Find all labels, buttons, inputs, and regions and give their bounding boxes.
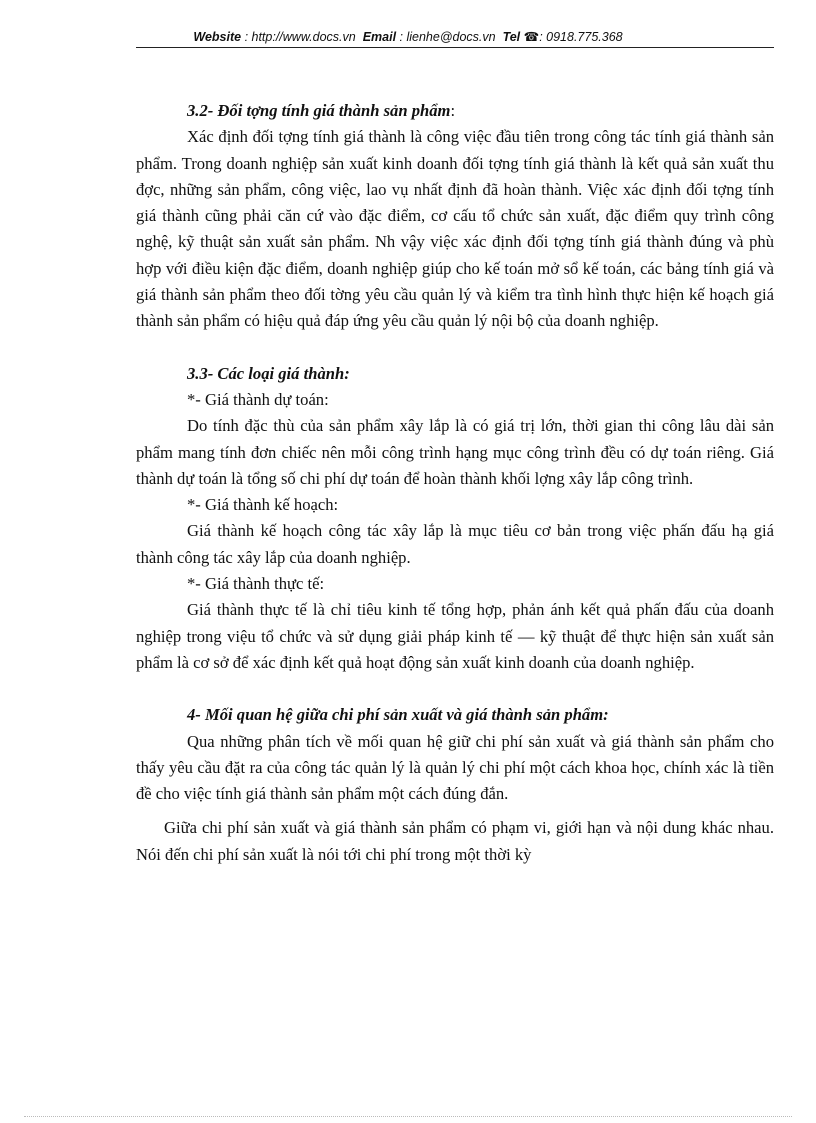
section-4-paragraph-1: Qua những phân tích về mối quan hệ giữ chi phí sản xuất và giá thành sản phẩm cho thấy yêu cầu đặt ra của công tác quản lý là quản lý chi phí một cách khoa học, chính xác là tiền đề cho việc tính giá thành sản phẩm một cách đúng đắn. <box>136 731 774 804</box>
email-label: Email <box>362 30 397 44</box>
spacer <box>136 335 774 361</box>
bullet-actual-cost: *- Giá thành thực tế: <box>187 574 325 594</box>
spacer <box>136 676 774 702</box>
section-3-2-heading <box>136 98 774 124</box>
section-4-heading: 4- Mối quan hệ giữa chi phí sản xuất và giá thành sản phẩm: <box>187 705 609 725</box>
header-divider <box>136 47 774 48</box>
section-3-2-colon: : <box>450 101 456 120</box>
document-body <box>136 98 774 868</box>
website-label: Website <box>193 30 242 44</box>
page-header <box>0 29 816 44</box>
paragraph-planned-cost: Giá thành kế hoạch công tác xây lắp là mục tiêu cơ bản trong việc phấn đấu hạ giá thành công tác xây lắp của doanh nghiệp. <box>136 521 774 567</box>
footer-divider <box>24 1116 792 1117</box>
email-value: : lienhe@docs.vn <box>399 30 496 44</box>
spacer <box>136 807 774 815</box>
paragraph-estimate-cost: Do tính đặc thù của sản phẩm xây lắp là có giá trị lớn, thời gian thi công lâu dài sản phẩm mang tính đơn chiếc nên mỗi công trình hạng mục công trình đều có dự toán riêng. Giá thành dự toán là tổng số chi phí dự toán để hoàn thành khối lợng xây lắp công trình. <box>136 416 774 488</box>
website-value: : http://www.docs.vn <box>244 30 356 44</box>
tel-label: Tel ☎ <box>502 30 540 44</box>
tel-value: : 0918.775.368 <box>539 30 623 44</box>
section-4-paragraph-2: Giữa chi phí sản xuất và giá thành sản phẩm có phạm vi, giới hạn và nội dung khác nhau. Nói đến chi phí sản xuất là nói tới chi phí trong một thời kỳ <box>136 818 774 864</box>
bullet-estimate-cost: *- Giá thành dự toán: <box>187 389 329 409</box>
paragraph-actual-cost: Giá thành thực tế là chỉ tiêu kinh tế tổng hợp, phản ánh kết quả phấn đấu của doanh nghiệp trong việu tổ chức và sử dụng giải pháp kinh tế — kỹ thuật để thực hiện sản xuất sản phẩm là cơ sở để xác định kết quả hoạt động sản xuất kinh doanh của doanh nghiệp. <box>136 600 774 672</box>
section-3-2-paragraph: Xác định đối tợng tính giá thành là công việc đầu tiên trong công tác tính giá thành sản phẩm. Trong doanh nghiệp sản xuất kinh doanh đối tợng tính giá thành là kết quả sản xuất thu đợc, những sản phẩm, công việc, lao vụ nhất định đã hoàn thành. Việc xác định đối tợng tính giá thành cũng phải căn cứ vào đặc điểm, cơ cấu tổ chức sản xuất, đặc điểm quy trình công nghệ, kỹ thuật sản xuất sản phẩm. Nh vậy việc xác định đối tợng tính giá thành đúng và phù hợp với điều kiện đặc điểm, doanh nghiệp giúp cho kế toán mở sổ kế toán, các bảng tính giá và giá thành sản phẩm theo đối tờng yêu cầu quản lý và kiểm tra tình hình thực hiện kế hoạch giá thành sản phẩm có hiệu quả đáp ứng yêu cầu quản lý nội bộ của doanh nghiệp. <box>136 127 774 331</box>
section-3-3-heading: 3.3- Các loại giá thành: <box>187 363 350 383</box>
bullet-planned-cost: *- Giá thành kế hoạch: <box>187 495 339 515</box>
section-3-2-title: 3.2- Đối tợng tính giá thành sản phẩm <box>187 101 451 120</box>
